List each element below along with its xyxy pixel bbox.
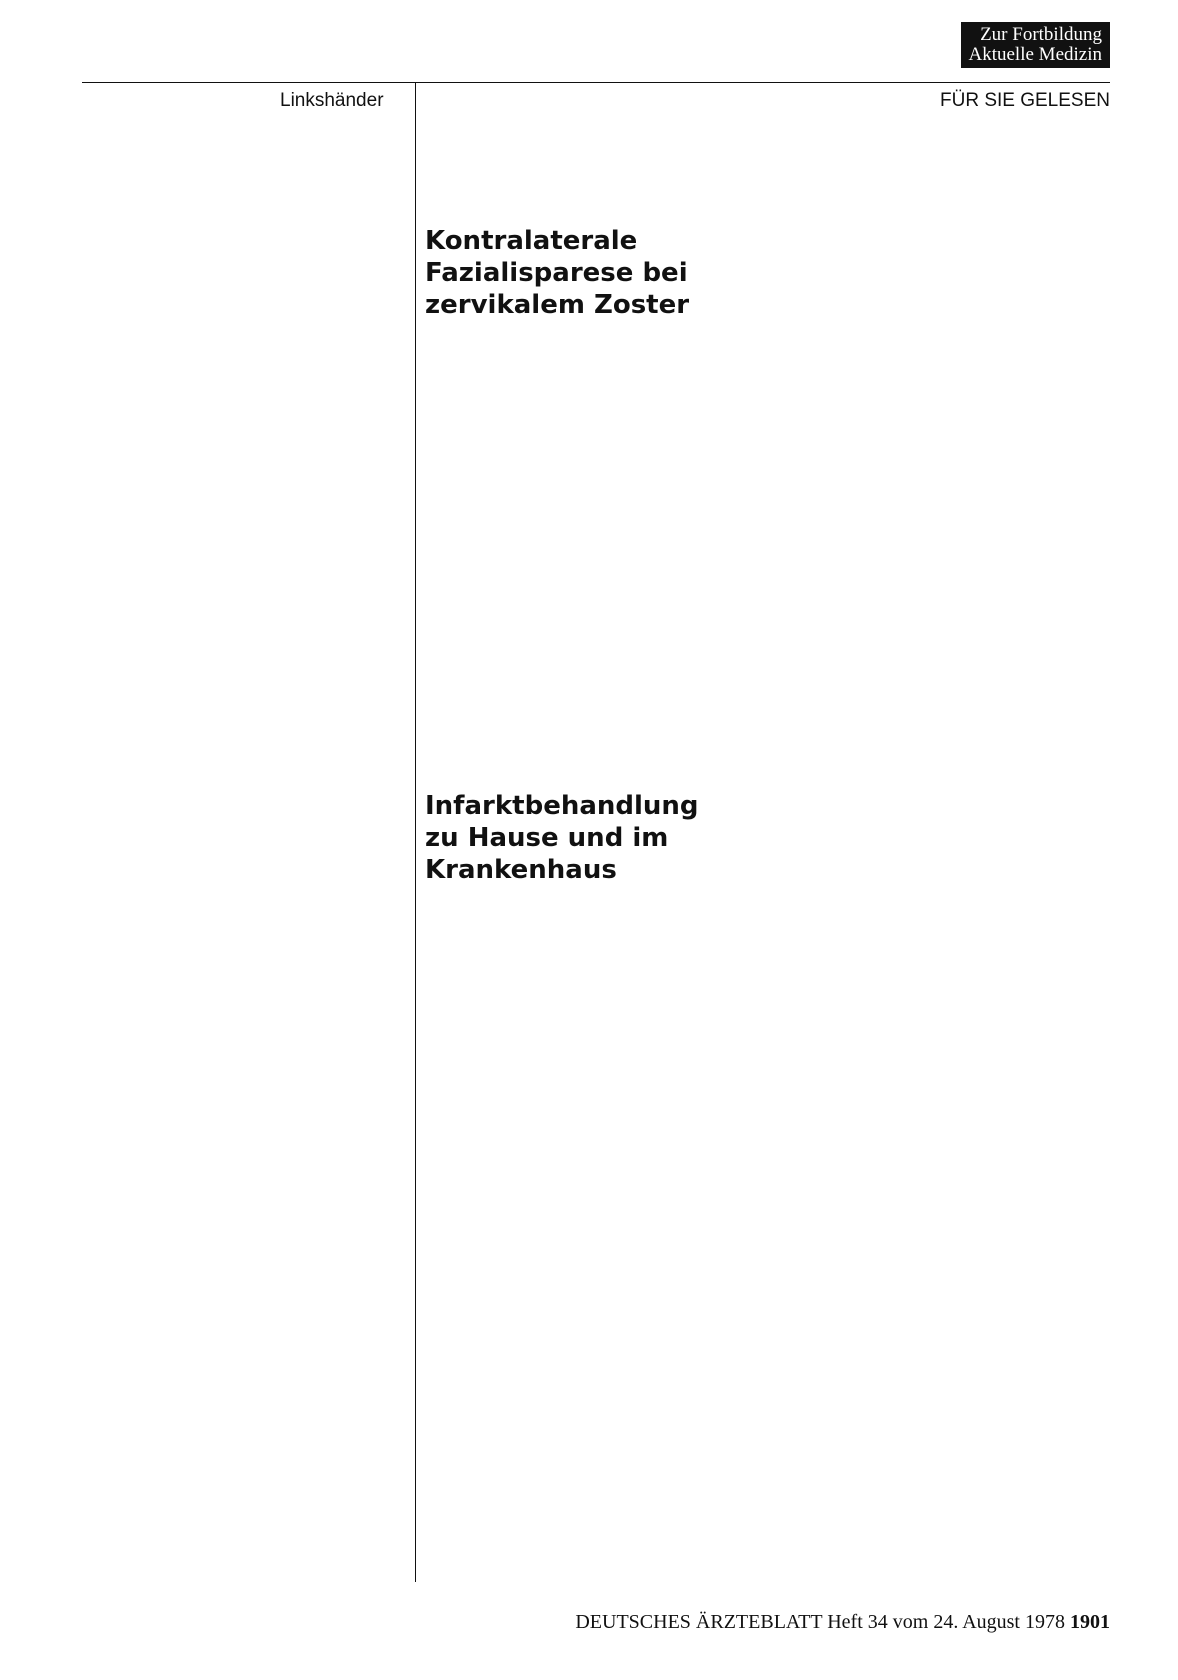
page-number: 1901 [1070,1611,1110,1633]
column-divider [415,82,416,1582]
section-tag: Zur Fortbildung Aktuelle Medizin [961,22,1111,68]
issue-info: Heft 34 vom 24. August 1978 [827,1611,1065,1633]
page-footer [575,1611,1110,1634]
left-section-title: Linkshänder [280,90,384,111]
article-2-headline: Infarktbehandlung zu Hause und im Krankenhaus [425,791,699,885]
header-rule [82,82,1110,83]
right-section-title: FÜR SIE GELESEN [940,90,1110,111]
journal-name: DEUTSCHES ÄRZTEBLATT [575,1611,823,1633]
article-1-headline: Kontralaterale Fazialisparese bei zervikalem Zoster [425,226,690,320]
